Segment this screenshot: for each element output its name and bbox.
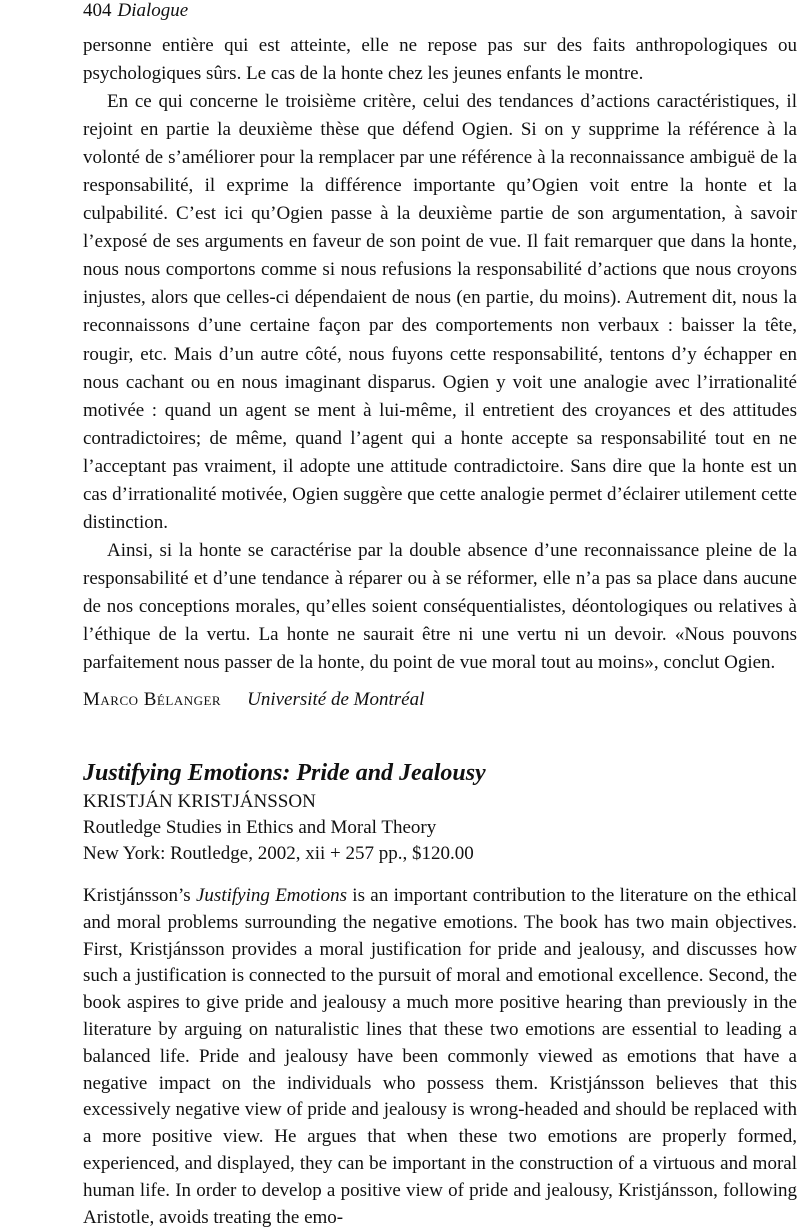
paragraph-continued: personne entière qui est atteinte, elle ne repose pas sur des faits anthropologiques ou psychologiques sûrs. Le cas de la honte chez les jeunes enfants le montre. (83, 35, 797, 85)
reviewer-affiliation: Université de Montréal (247, 689, 425, 710)
paragraph-text: is an important contribution to the literature on the ethical and moral problems surrounding the negative emotions. The book has two main objectives. First, Kristjánsson provides a moral justification for pride and jealousy, and discusses how such a justification is connected to the pursuit of moral and emotional excellence. Second, the book aspires to give pride and jealousy a much more positive hearing than previously in the literature by arguing on naturalistic lines that these two emotions are essential to leading a balanced life. Pride and jealousy have been commonly viewed as emotions that have a negative impact on the individuals who possess them. Kristjánsson believes that this excessively negative view of pride and jealousy is wrong-headed and should be replaced with a more positive view. He argues that when these two emotions are properly formed, experienced, and displayed, they can be important in the construction of a virtuous and moral human life. In order to develop a positive view of pride and jealousy, Kristjánsson, following Aristotle, avoids treating the emo- (83, 885, 797, 1228)
reviewer-name: Marco Bélanger (83, 689, 222, 710)
page-number: 404 (83, 0, 112, 21)
paragraph: En ce qui concerne le troisième critère, celui des tendances d’actions caractéristiques, il rejoint en partie la deuxième thèse que défend Ogien. Si on y supprime la référence à la volonté de s’améliorer pour la remplacer par une référence à la reconnaissance ambiguë de la responsabilité, il exprime la différence importante qu’Ogien voit entre la honte et la culpabilité. C’est ici qu’Ogien passe à la deuxième partie de son argumentation, à savoir l’exposé de ses arguments en faveur de son point de vue. Il fait remarquer que dans la honte, nous nous comportons comme si nous refusions la responsabilité d’actions que nous croyons injustes, alors que celles-ci dépendaient de nous (en partie, du moins). Autrement dit, nous la reconnaissons d’une certaine façon par des comportements non verbaux : baisser la tête, rougir, etc. Mais d’un autre côté, nous fuyons cette responsabilité, tentons d’y échapper en nous cachant ou en nous imaginant disparus. Ogien y voit une analogie avec l’irrationalité motivée : quand un agent se ment à lui-même, il entretient des croyances et des attitudes contradictoires; de même, quand l’agent qui a honte accepte sa responsabilité tout en ne l’acceptant pas vraiment, il adopte une attitude contradictoire. Sans dire que la honte est un cas d’irrationalité motivée, Ogien suggère que cette analogie permet d’éclairer utilement cette distinction. (83, 91, 797, 533)
book-publication: New York: Routledge, 2002, xii + 257 pp., $120.00 (83, 843, 474, 864)
paragraph (83, 883, 797, 1231)
running-header (83, 0, 188, 22)
book-title: Justifying Emotions: Pride and Jealousy (83, 760, 486, 786)
review-kristjansson-body (83, 883, 797, 1231)
reviewer-signature (83, 686, 424, 714)
book-series: Routledge Studies in Ethics and Moral Theory (83, 817, 437, 838)
book-author: KRISTJÁN KRISTJÁNSSON (83, 791, 316, 812)
journal-title: Dialogue (117, 0, 189, 21)
review-ogien-conclusion (83, 32, 797, 677)
work-title-italic: Justifying Emotions (196, 885, 347, 906)
paragraph: Ainsi, si la honte se caractérise par la double absence d’une reconnaissance pleine de la responsabilité et d’une tendance à réparer ou à se réformer, elle n’a pas sa place dans aucune de nos conceptions morales, qu’elles soient conséquentialistes, déontologiques ou relatives à l’éthique de la vertu. La honte ne saurait être ni une vertu ni un devoir. «Nous pouvons parfaitement nous passer de la honte, du point de vue moral tout au moins», conclut Ogien. (83, 539, 797, 674)
paragraph-lead: Kristjánsson’s (83, 885, 196, 906)
book-details (83, 789, 474, 867)
